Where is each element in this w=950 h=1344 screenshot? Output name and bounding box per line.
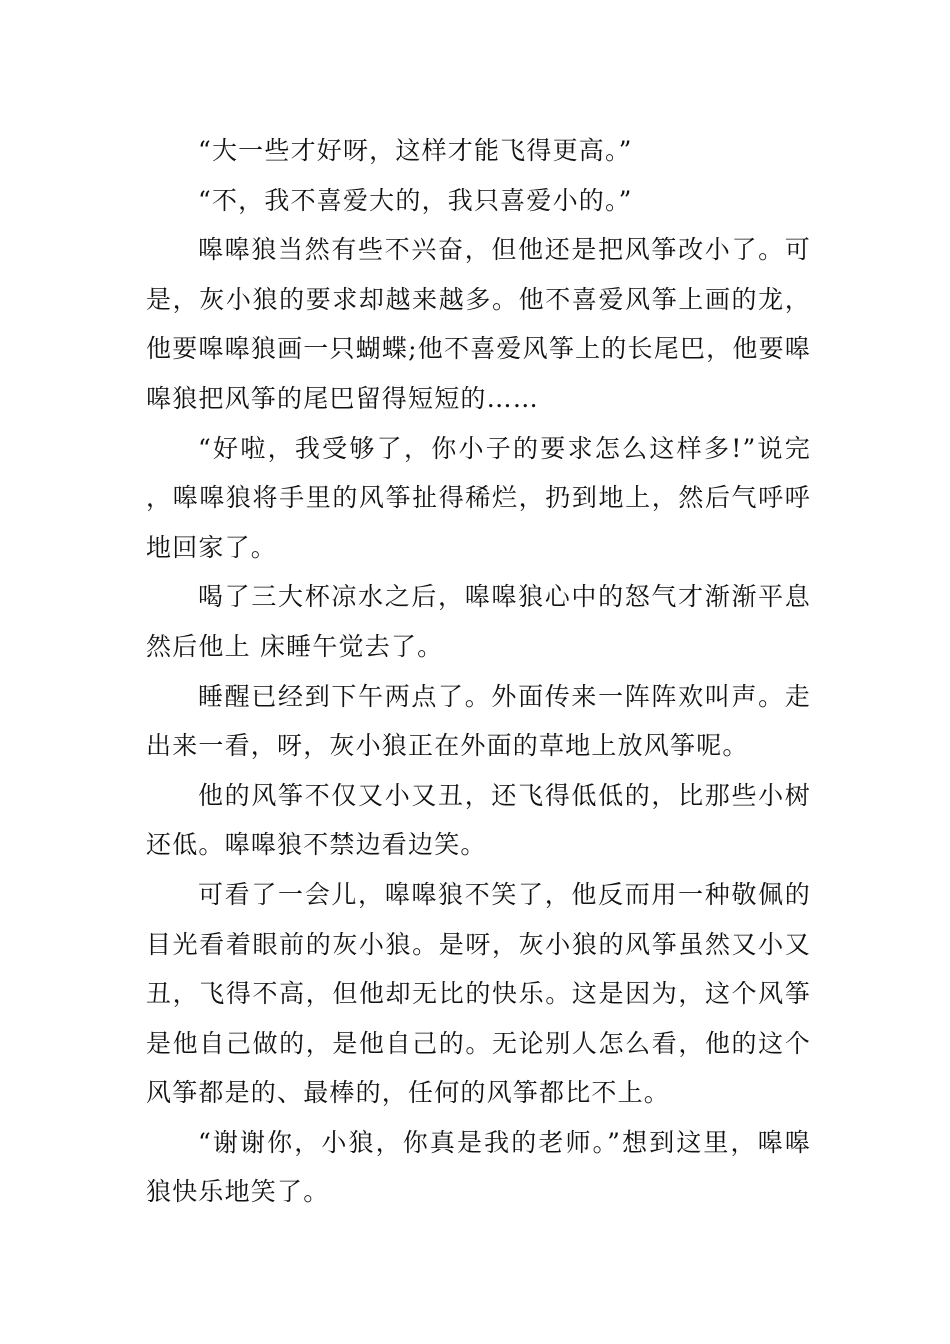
paragraph-9: “谢谢你，小狼，你真是我的老师。”想到这里，嗥嗥狼快乐地笑了。 [146,1127,811,1207]
paragraph-8: 可看了一会儿，嗥嗥狼不笑了，他反而用一种敬佩的目光看着眼前的灰小狼。是呀，灰小狼的风筝虽然又小又丑，飞得不高，但他却无比的快乐。这是因为，这个风筝是他自己做的，是他自己的。无论别人怎么看，他的这个风筝都是的、最棒的，任何的风筝都比不上。 [146,879,811,1108]
paragraph-2: “不，我不喜爱大的，我只喜爱小的。” [198,185,633,215]
paragraph-3: 嗥嗥狼当然有些不兴奋，但他还是把风筝改小了。可是，灰小狼的要求却越来越多。他不喜爱风筝上画的龙，他要嗥嗥狼画一只蝴蝶;他不喜爱风筝上的长尾巴，他要嗥嗥狼把风筝的尾巴留得短短的…… [146,235,811,413]
paragraph-7: 他的风筝不仅又小又丑，还飞得低低的，比那些小树还低。嗥嗥狼不禁边看边笑。 [146,780,811,860]
paragraph-5: 喝了三大杯凉水之后，嗥嗥狼心中的怒气才渐渐平息然后他上 床睡午觉去了。 [146,582,811,661]
paragraph-1: “大一些才好呀，这样才能飞得更高。” [198,136,633,165]
story-text [146,126,811,1217]
paragraph-4: “好啦，我受够了，你小子的要求怎么这样多!”说完，嗥嗥狼将手里的风筝扯得稀烂，扔到地上，然后气呼呼地回家了。 [146,433,811,562]
paragraph-6: 睡醒已经到下午两点了。外面传来一阵阵欢叫声。走出来一看，呀，灰小狼正在外面的草地上放风筝呢。 [146,681,811,761]
